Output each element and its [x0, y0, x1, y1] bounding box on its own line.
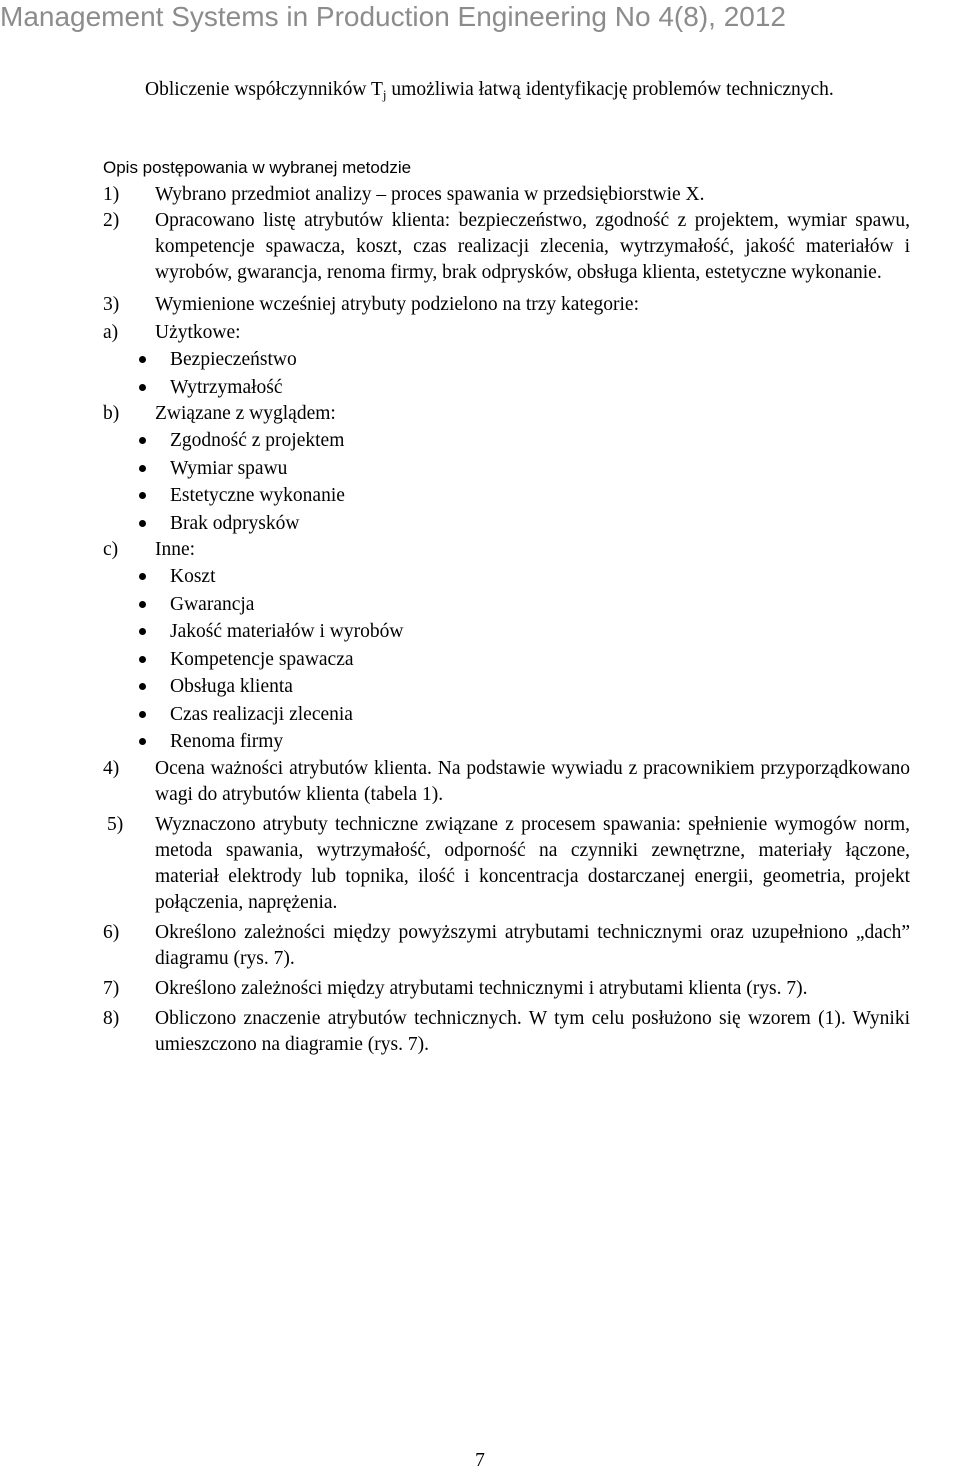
category-heading	[103, 537, 910, 563]
category-title: Związane z wyglądem:	[155, 403, 336, 424]
list-item: Bezpieczeństwo	[103, 346, 910, 374]
bullet-icon	[139, 738, 146, 745]
bullet-icon	[139, 628, 146, 635]
list-item: Wytrzymałość	[103, 374, 910, 402]
bullet-icon	[139, 683, 146, 690]
section-title: Opis postępowania w wybranej metodzie	[103, 158, 412, 177]
journal-header: Management Systems in Production Engineering No 4(8), 2012	[0, 1, 786, 32]
category-a	[103, 320, 910, 401]
category-label: a)	[103, 322, 119, 343]
step-number: 4)	[103, 757, 120, 779]
step-8	[103, 1006, 910, 1058]
step-2	[103, 208, 910, 286]
bullet-icon	[139, 437, 146, 444]
step-number: 2)	[103, 210, 120, 231]
list-item: Obsługa klienta	[103, 673, 910, 701]
step-number: 5)	[107, 813, 124, 835]
bullet-icon	[139, 492, 146, 499]
step-number: 1)	[103, 184, 120, 205]
category-label: b)	[103, 403, 120, 424]
bullet-icon	[139, 601, 146, 608]
step-number: 3)	[103, 294, 120, 315]
list-item: Renoma firmy	[103, 728, 910, 756]
list-item: Brak odprysków	[103, 510, 910, 538]
intro-text-before: Obliczenie współczynników T	[145, 79, 383, 100]
step-6	[103, 920, 910, 972]
list-item: Wymiar spawu	[103, 455, 910, 483]
step-1	[103, 182, 910, 208]
list-item: Koszt	[103, 563, 910, 591]
step-number: 7)	[103, 977, 120, 999]
list-item: Zgodność z projektem	[103, 427, 910, 455]
category-title: Inne:	[155, 539, 196, 560]
step-5	[103, 812, 910, 916]
step-7	[103, 976, 910, 1002]
bullet-icon	[139, 711, 146, 718]
intro-text-after: umożliwia łatwą identyfikację problemów technicznych.	[386, 79, 834, 100]
step-text: Wybrano przedmiot analizy – proces spawania w przedsiębiorstwie X.	[155, 184, 705, 205]
category-items	[103, 427, 910, 537]
category-items	[103, 346, 910, 401]
procedure-steps	[103, 182, 910, 1058]
bullet-icon	[139, 356, 146, 363]
category-heading	[103, 401, 910, 427]
step-text: Wyznaczono atrybuty techniczne związane z procesem spawania: spełnienie wymogów norm, metoda spawania, wytrzymałość, odporność na czynniki zewnętrzne, materiały łączone, materiał elektrody lub topnika, ilość i koncentracja dostarczanej energii, geometria, projekt połączenia, naprężenia.	[155, 813, 910, 913]
intro-subscript: j	[382, 87, 387, 102]
list-item: Gwarancja	[103, 591, 910, 619]
step-number: 8)	[103, 1007, 120, 1029]
bullet-icon	[139, 656, 146, 663]
page-number: 7	[475, 1450, 485, 1471]
bullet-icon	[139, 465, 146, 472]
category-items	[103, 563, 910, 756]
bullet-icon	[139, 520, 146, 527]
category-b	[103, 401, 910, 537]
step-3	[103, 292, 910, 318]
intro-paragraph	[103, 77, 910, 108]
list-item: Kompetencje spawacza	[103, 646, 910, 674]
list-item: Estetyczne wykonanie	[103, 482, 910, 510]
step-text: Określono zależności między powyższymi atrybutami technicznymi oraz uzupełniono „dach” diagramu (rys. 7).	[155, 921, 910, 969]
step-text: Ocena ważności atrybutów klienta. Na podstawie wywiadu z pracownikiem przyporządkowano wagi do atrybutów klienta (tabela 1).	[155, 757, 910, 805]
bullet-icon	[139, 573, 146, 580]
category-heading	[103, 320, 910, 346]
bullet-icon	[139, 384, 146, 391]
step-text: Obliczono znaczenie atrybutów technicznych. W tym celu posłużono się wzorem (1). Wyniki umieszczono na diagramie (rys. 7).	[155, 1007, 910, 1055]
step-text: Wymienione wcześniej atrybuty podzielono na trzy kategorie:	[155, 294, 639, 315]
category-c	[103, 537, 910, 756]
step-text: Opracowano listę atrybutów klienta: bezpieczeństwo, zgodność z projektem, wymiar spawu, kompetencje spawacza, koszt, czas realizacji zlecenia, wytrzymałość, jakość materiałów i wyrobów, gwarancja, renoma firmy, brak odprysków, obsługa klienta, estetyczne wykonanie.	[155, 210, 910, 283]
category-label: c)	[103, 539, 119, 560]
step-number: 6)	[103, 921, 120, 943]
step-4	[103, 756, 910, 808]
step-text: Określono zależności między atrybutami technicznymi i atrybutami klienta (rys. 7).	[155, 977, 808, 999]
category-title: Użytkowe:	[155, 322, 241, 343]
list-item: Jakość materiałów i wyrobów	[103, 618, 910, 646]
list-item: Czas realizacji zlecenia	[103, 701, 910, 729]
